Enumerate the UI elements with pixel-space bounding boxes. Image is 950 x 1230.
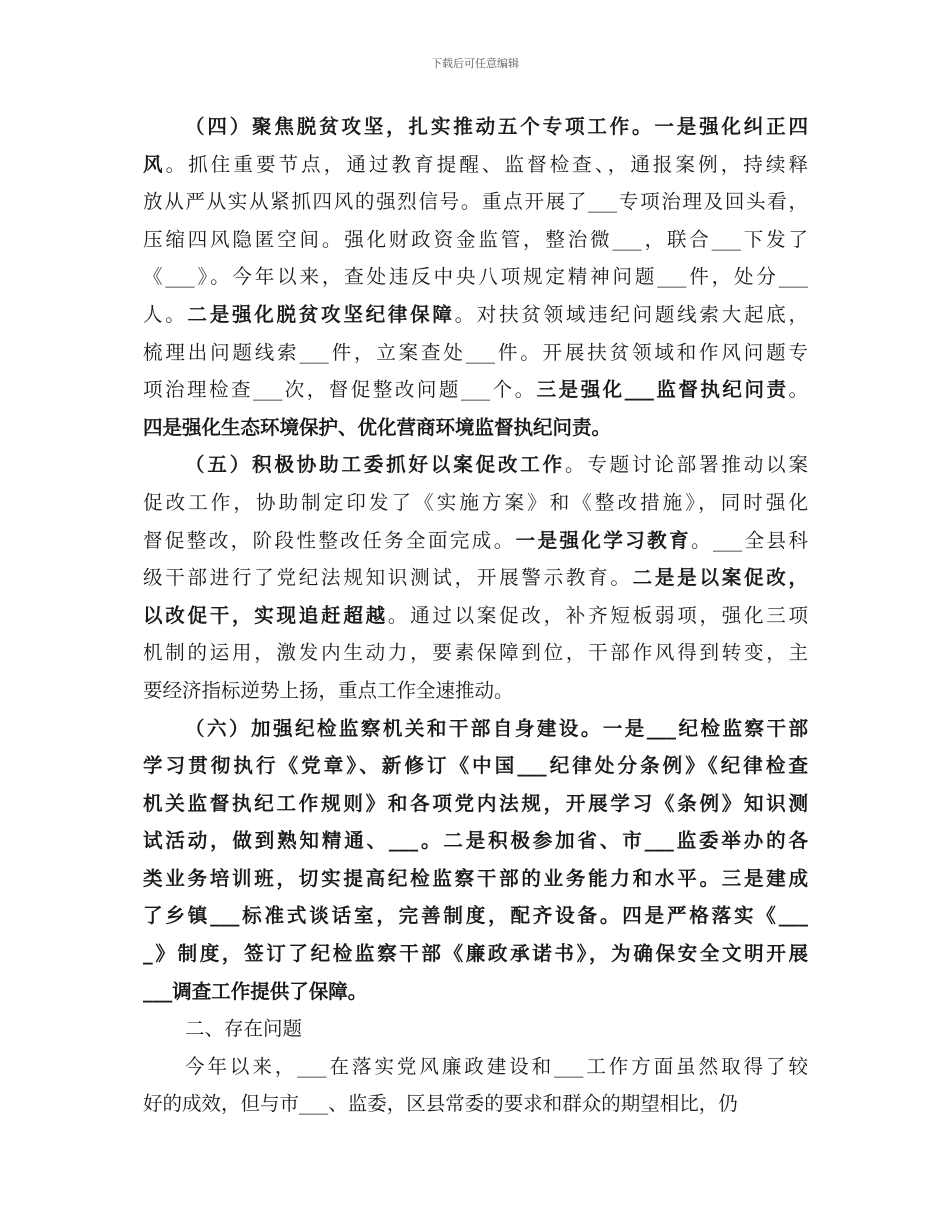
text-line — [143, 484, 808, 522]
text-span: 今年以来，___在落实党风廉政建设和___工作方面虽然取得了较 — [185, 1054, 808, 1078]
text-span: 。 — [788, 378, 808, 402]
bold-text: 风 — [143, 152, 166, 176]
text-span: 。专题讨论部署推动以案 — [564, 453, 808, 477]
bold-text: ___调查工作提供了保障。 — [143, 979, 368, 1003]
bold-text: 以改促干，实现追赶超越 — [143, 603, 388, 627]
text-line — [143, 710, 808, 748]
bold-text: _》制度，签订了纪检监察干部《廉政承诺书》，为确保安全文明开展 — [143, 942, 808, 966]
text-line — [143, 296, 808, 334]
bold-text: 二是强化脱贫攻坚纪律保障 — [187, 302, 455, 326]
text-span: 项治理检查___次，督促整改问题___个。 — [143, 378, 537, 402]
text-line — [143, 1048, 808, 1086]
text-line — [143, 258, 808, 296]
text-span: 放从严从实从紧抓四风的强烈信号。重点开展了___专项治理及回头看， — [143, 190, 808, 214]
text-line — [143, 446, 808, 484]
text-span: 梳理出问题线索___件，立案查处___件。开展扶贫领域和作风问题专 — [143, 340, 808, 364]
bold-text: 类业务培训班，切实提高纪检监察干部的业务能力和水平。三是建成 — [143, 866, 808, 890]
paragraph — [143, 446, 808, 709]
text-line — [143, 973, 808, 1011]
bold-text: 二是是以案促改， — [632, 566, 808, 590]
bold-text: 一是强化学习教育 — [515, 528, 692, 552]
text-span: 。通过以案促改，补齐短板弱项，强化三项 — [387, 603, 808, 627]
text-line — [143, 334, 808, 372]
bold-text: 试活动，做到熟知精通、___。二是积极参加省、市___监委举办的各 — [143, 829, 808, 853]
bold-text: 四是强化生态环境保护、优化营商环境监督执纪问责。 — [143, 415, 612, 439]
text-line — [143, 522, 808, 560]
bold-text: （六）加强纪检监察机关和干部自身建设。一是___纪检监察干部 — [185, 716, 808, 740]
paragraph — [143, 1048, 808, 1123]
text-line — [143, 897, 808, 935]
text-line — [143, 634, 808, 672]
text-span: 级干部进行了党纪法规知识测试，开展警示教育。 — [143, 566, 633, 590]
text-span: 《___》。今年以来，查处违反中央八项规定精神问题___件，处分___ — [143, 265, 808, 289]
bold-text: （四）聚焦脱贫攻坚，扎实推动五个专项工作。一是强化纠正四 — [185, 115, 808, 138]
text-span: 督促整改，阶段性整改任务全面完成。 — [143, 528, 516, 552]
paragraph — [143, 710, 808, 1011]
text-line — [143, 747, 808, 785]
text-span: 要经济指标逆势上扬，重点工作全速推动。 — [143, 678, 514, 702]
text-line — [143, 108, 808, 146]
text-line — [143, 860, 808, 898]
bold-text: 三是强化___监督执纪问责 — [536, 378, 789, 402]
text-line — [143, 1010, 808, 1048]
bold-text: 学习贯彻执行《党章》、新修订《中国___纪律处分条例》《纪律检查 — [143, 754, 808, 778]
text-span: 促改工作，协助制定印发了《实施方案》和《整改措施》，同时强化 — [143, 490, 808, 514]
text-span: 人。 — [143, 302, 188, 326]
text-line — [143, 183, 808, 221]
text-span: 二、存在问题 — [185, 1017, 303, 1041]
text-line — [143, 371, 808, 409]
text-line — [143, 785, 808, 823]
paragraph — [143, 108, 808, 446]
text-span: 好的成效，但与市___、监委，区县常委的要求和群众的期望相比，仍 — [143, 1092, 738, 1116]
document-body — [143, 108, 808, 1123]
paragraph — [143, 1010, 808, 1048]
text-line — [143, 935, 808, 973]
text-line — [143, 559, 808, 597]
text-span: 。对扶贫领域违纪问题线索大起底， — [454, 302, 808, 326]
text-span: 机制的运用，激发内生动力，要素保障到位，干部作风得到转变，主 — [143, 641, 808, 665]
text-span: 压缩四风隐匿空间。强化财政资金监管，整治微___，联合___下发了 — [143, 227, 808, 251]
text-span: 。抓住重要节点，通过教育提醒、监督检查、，通报案例，持续释 — [165, 152, 808, 176]
bold-text: 机关监督执纪工作规则》和各项党内法规，开展学习《条例》知识测 — [143, 791, 808, 815]
text-line — [143, 146, 808, 184]
text-line — [143, 1085, 808, 1123]
text-line — [143, 597, 808, 635]
text-line — [143, 822, 808, 860]
text-line — [143, 672, 808, 710]
text-span: 。___全县科 — [691, 528, 808, 552]
page-header: 下载后可任意编辑 — [431, 57, 519, 70]
text-line — [143, 409, 808, 447]
bold-text: 了乡镇___标准式谈话室，完善制度，配齐设备。四是严格落实《___ — [143, 904, 808, 928]
text-line — [143, 221, 808, 259]
bold-text: （五）积极协助工委抓好以案促改工作 — [185, 453, 565, 477]
